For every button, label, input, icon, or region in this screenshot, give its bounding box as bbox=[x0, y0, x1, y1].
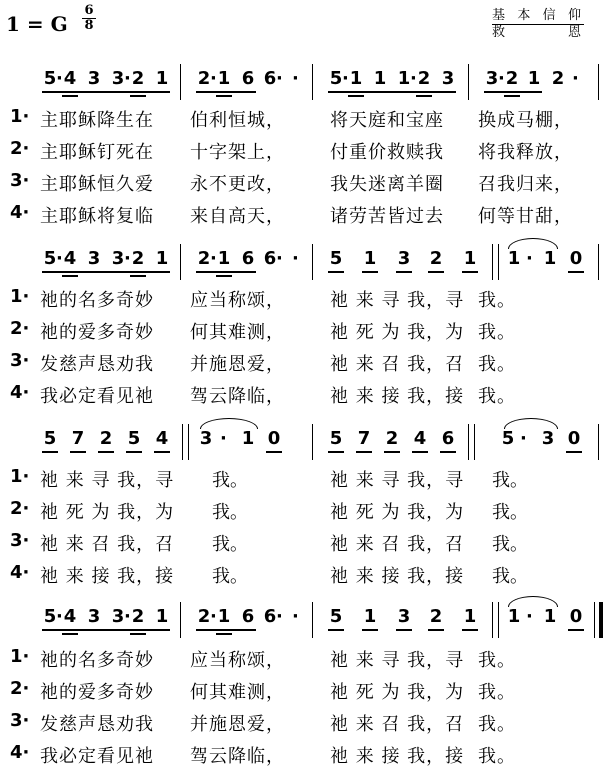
lyric-line bbox=[0, 200, 611, 226]
lyric-segment: 我。 bbox=[492, 502, 528, 523]
note: 0 bbox=[267, 428, 281, 449]
note: 3 bbox=[111, 68, 125, 89]
beam bbox=[266, 451, 282, 453]
note: 1 bbox=[363, 606, 377, 627]
dot: · bbox=[124, 68, 131, 89]
lyric-segment: 何等甘甜， bbox=[478, 206, 573, 227]
dot: · bbox=[276, 68, 283, 89]
note: 5 bbox=[329, 606, 343, 627]
note: 3 bbox=[111, 248, 125, 269]
beam bbox=[62, 275, 78, 277]
verse-number: 2· bbox=[10, 318, 30, 339]
lyric-segment: 我。 bbox=[478, 746, 516, 767]
beam bbox=[568, 271, 584, 273]
barline bbox=[188, 424, 189, 460]
note: 1 bbox=[155, 248, 169, 269]
note: 0 bbox=[567, 428, 581, 449]
notation-row-4 bbox=[0, 602, 611, 642]
note: 2 bbox=[99, 428, 113, 449]
beam bbox=[62, 633, 78, 635]
lyric-line bbox=[0, 676, 611, 702]
final-barline-thin bbox=[594, 602, 595, 638]
lyric-segment: 我。 bbox=[478, 290, 516, 311]
beam bbox=[130, 633, 146, 635]
note: 6 bbox=[263, 606, 277, 627]
note: 1 bbox=[543, 606, 557, 627]
note: 0 bbox=[569, 248, 583, 269]
barline bbox=[180, 244, 181, 280]
lyric-segment: 将天庭和宝座 bbox=[330, 110, 444, 131]
lyric-segment: 我。 bbox=[212, 534, 248, 555]
dot: · bbox=[220, 428, 227, 449]
lyric-segment: 召我归来， bbox=[478, 174, 573, 195]
dot: · bbox=[276, 248, 283, 269]
note: 3 bbox=[485, 68, 499, 89]
beam bbox=[98, 451, 114, 453]
verse-number: 3· bbox=[10, 350, 30, 371]
note: 1 bbox=[155, 606, 169, 627]
lyric-segment: 我失迷离羊圈 bbox=[330, 174, 444, 195]
barline bbox=[492, 602, 493, 638]
note: 1 bbox=[373, 68, 387, 89]
note: 2 bbox=[131, 248, 145, 269]
barline bbox=[598, 424, 599, 460]
note: 6 bbox=[263, 68, 277, 89]
barline bbox=[598, 64, 599, 100]
note: 1 bbox=[363, 248, 377, 269]
lyric-line bbox=[0, 104, 611, 130]
note: 2 bbox=[505, 68, 519, 89]
barline bbox=[492, 244, 493, 280]
note: 2 bbox=[197, 68, 211, 89]
beam bbox=[328, 271, 344, 273]
lyric-segment: 我。 bbox=[492, 534, 528, 555]
lyric-segment: 祂的名多奇妙 bbox=[40, 650, 154, 671]
lyric-line bbox=[0, 740, 611, 766]
lyric-segment: 我。 bbox=[478, 714, 516, 735]
note: 2 bbox=[131, 606, 145, 627]
beam bbox=[566, 451, 582, 453]
beam bbox=[196, 629, 256, 631]
lyric-segment: 祂 死 为 我，为 bbox=[330, 322, 465, 343]
lyric-segment: 我。 bbox=[478, 650, 516, 671]
lyric-segment: 何其难测， bbox=[190, 322, 285, 343]
lyric-segment: 祂 来 寻 我，寻 bbox=[40, 470, 175, 491]
lyric-segment: 我。 bbox=[492, 566, 528, 587]
beam bbox=[440, 451, 456, 453]
barline bbox=[180, 602, 181, 638]
note: 5 bbox=[329, 68, 343, 89]
lyric-segment: 祂 来 寻 我，寻 bbox=[330, 470, 465, 491]
lyric-segment: 祂 来 召 我，召 bbox=[330, 534, 465, 555]
note: 3 bbox=[111, 606, 125, 627]
beam bbox=[216, 633, 232, 635]
beam bbox=[504, 95, 520, 97]
note: 2 bbox=[429, 248, 443, 269]
note: 3 bbox=[397, 606, 411, 627]
note: 1 bbox=[217, 68, 231, 89]
lyric-line bbox=[0, 380, 611, 406]
lyric-segment: 祂 来 召 我，召 bbox=[330, 354, 465, 375]
lyric-line bbox=[0, 560, 611, 586]
beam bbox=[328, 91, 456, 93]
lyric-segment: 主耶稣将复临 bbox=[40, 206, 154, 227]
note: 4 bbox=[413, 428, 427, 449]
note: 1 bbox=[397, 68, 411, 89]
lyric-segment: 永不更改， bbox=[190, 174, 285, 195]
beam bbox=[416, 95, 432, 97]
lyric-segment: 我。 bbox=[478, 386, 516, 407]
lyric-segment: 来自高天， bbox=[190, 206, 285, 227]
beam bbox=[462, 271, 478, 273]
verse-number: 1· bbox=[10, 466, 30, 487]
dot: · bbox=[56, 68, 63, 89]
beam bbox=[62, 95, 78, 97]
lyric-segment: 应当称颂， bbox=[190, 650, 285, 671]
credit-block bbox=[492, 8, 584, 41]
barline bbox=[182, 424, 183, 460]
dot: · bbox=[342, 68, 349, 89]
lyric-segment: 十字架上， bbox=[190, 142, 285, 163]
lyric-segment: 我。 bbox=[212, 566, 248, 587]
beam bbox=[42, 629, 170, 631]
lyric-line bbox=[0, 316, 611, 342]
tune-note: 救 恩 bbox=[492, 25, 584, 40]
beam bbox=[384, 451, 400, 453]
note: 2 bbox=[551, 68, 565, 89]
lyric-segment: 主耶稣降生在 bbox=[40, 110, 154, 131]
note: 2 bbox=[197, 248, 211, 269]
verse-number: 2· bbox=[10, 678, 30, 699]
lyric-segment: 祂 来 召 我，召 bbox=[40, 534, 175, 555]
beam bbox=[216, 275, 232, 277]
note: 3 bbox=[199, 428, 213, 449]
lyric-segment: 祂 死 为 我，为 bbox=[330, 682, 465, 703]
note: 1 bbox=[463, 248, 477, 269]
barline bbox=[312, 602, 313, 638]
note: 3 bbox=[541, 428, 555, 449]
lyric-segment: 我。 bbox=[212, 470, 248, 491]
note: 4 bbox=[63, 248, 77, 269]
note: 4 bbox=[155, 428, 169, 449]
lyric-line bbox=[0, 528, 611, 554]
lyric-segment: 何其难测， bbox=[190, 682, 285, 703]
lyric-segment: 我。 bbox=[478, 682, 516, 703]
lyric-segment: 祂 死 为 我，为 bbox=[330, 502, 465, 523]
barline bbox=[498, 602, 499, 638]
note: 5 bbox=[127, 428, 141, 449]
lyric-segment: 伯利恒城， bbox=[190, 110, 285, 131]
beam bbox=[428, 629, 444, 631]
note: 3 bbox=[87, 68, 101, 89]
notation-row-2 bbox=[0, 244, 611, 284]
lyric-segment: 驾云降临， bbox=[190, 386, 285, 407]
lyric-segment: 祂 来 接 我，接 bbox=[330, 566, 465, 587]
note: 5 bbox=[43, 606, 57, 627]
verse-number: 1· bbox=[10, 106, 30, 127]
lyric-segment: 我。 bbox=[212, 502, 248, 523]
note: 7 bbox=[71, 428, 85, 449]
lyric-segment: 驾云降临， bbox=[190, 746, 285, 767]
beam bbox=[42, 451, 58, 453]
beam bbox=[568, 629, 584, 631]
beam bbox=[412, 451, 428, 453]
barline bbox=[312, 244, 313, 280]
verse-number: 3· bbox=[10, 530, 30, 551]
lyric-segment: 诸劳苦皆过去 bbox=[330, 206, 444, 227]
beam bbox=[42, 91, 170, 93]
note: 1 bbox=[217, 606, 231, 627]
lyric-segment: 祂 死 为 我，为 bbox=[40, 502, 175, 523]
verse-number: 2· bbox=[10, 138, 30, 159]
note: 6 bbox=[241, 68, 255, 89]
lyric-segment: 祂 来 召 我，召 bbox=[330, 714, 465, 735]
beam bbox=[216, 95, 232, 97]
barline bbox=[312, 64, 313, 100]
note: 3 bbox=[87, 248, 101, 269]
dot: · bbox=[410, 68, 417, 89]
note: 6 bbox=[241, 248, 255, 269]
notation-row-3 bbox=[0, 424, 611, 464]
lyric-segment: 祂 来 接 我，接 bbox=[330, 746, 465, 767]
dot: · bbox=[292, 68, 299, 89]
note: 5 bbox=[43, 248, 57, 269]
beam bbox=[130, 275, 146, 277]
dot: · bbox=[210, 248, 217, 269]
dot: · bbox=[276, 606, 283, 627]
barline bbox=[598, 244, 599, 280]
lyric-segment: 祂 来 寻 我，寻 bbox=[330, 650, 465, 671]
lyric-segment: 应当称颂， bbox=[190, 290, 285, 311]
beam bbox=[70, 451, 86, 453]
note: 3 bbox=[441, 68, 455, 89]
verse-number: 3· bbox=[10, 710, 30, 731]
note: 2 bbox=[131, 68, 145, 89]
barline bbox=[498, 244, 499, 280]
note: 3 bbox=[397, 248, 411, 269]
note: 1 bbox=[241, 428, 255, 449]
lyric-line bbox=[0, 168, 611, 194]
lyric-segment: 我必定看见祂 bbox=[40, 746, 154, 767]
beam bbox=[130, 95, 146, 97]
lyric-segment: 并施恩爱， bbox=[190, 714, 285, 735]
lyric-line bbox=[0, 496, 611, 522]
dot: · bbox=[56, 248, 63, 269]
lyric-segment: 祂 来 寻 我，寻 bbox=[330, 290, 465, 311]
verse-number: 2· bbox=[10, 498, 30, 519]
lyric-segment: 祂 来 接 我，接 bbox=[40, 566, 175, 587]
dot: · bbox=[56, 606, 63, 627]
final-barline-thick bbox=[599, 602, 603, 638]
beam bbox=[154, 451, 170, 453]
lyric-segment: 主耶稣恒久爱 bbox=[40, 174, 154, 195]
verse-number: 1· bbox=[10, 286, 30, 307]
lyric-line bbox=[0, 348, 611, 374]
note: 5 bbox=[43, 68, 57, 89]
note: 1 bbox=[155, 68, 169, 89]
beam bbox=[328, 451, 344, 453]
note: 1 bbox=[507, 248, 521, 269]
beam bbox=[348, 95, 364, 97]
note: 5 bbox=[329, 428, 343, 449]
beam bbox=[362, 271, 378, 273]
note: 4 bbox=[63, 606, 77, 627]
beam bbox=[126, 451, 142, 453]
beam bbox=[484, 91, 542, 93]
lyric-line bbox=[0, 464, 611, 490]
dot: · bbox=[572, 68, 579, 89]
beam bbox=[396, 271, 412, 273]
dot: · bbox=[210, 68, 217, 89]
lyric-segment: 我。 bbox=[478, 322, 516, 343]
verse-number: 4· bbox=[10, 382, 30, 403]
lyric-line bbox=[0, 708, 611, 734]
lyric-segment: 祂 来 接 我，接 bbox=[330, 386, 465, 407]
beam bbox=[356, 451, 372, 453]
lyric-segment: 祂的爱多奇妙 bbox=[40, 322, 154, 343]
note: 5 bbox=[501, 428, 515, 449]
lyric-segment: 祂的爱多奇妙 bbox=[40, 682, 154, 703]
note: 6 bbox=[263, 248, 277, 269]
note: 3 bbox=[87, 606, 101, 627]
note: 0 bbox=[569, 606, 583, 627]
verse-number: 4· bbox=[10, 742, 30, 763]
lyric-line bbox=[0, 136, 611, 162]
note: 1 bbox=[543, 248, 557, 269]
barline bbox=[468, 64, 469, 100]
lyric-segment: 我必定看见祂 bbox=[40, 386, 154, 407]
lyric-segment: 主耶稣钉死在 bbox=[40, 142, 154, 163]
dot: · bbox=[124, 248, 131, 269]
notation-row-1 bbox=[0, 64, 611, 104]
dot: · bbox=[210, 606, 217, 627]
note: 5 bbox=[43, 428, 57, 449]
time-signature-bottom: 8 bbox=[82, 18, 96, 33]
note: 2 bbox=[429, 606, 443, 627]
verse-number: 4· bbox=[10, 202, 30, 223]
lyric-line bbox=[0, 644, 611, 670]
verse-number: 3· bbox=[10, 170, 30, 191]
lyric-segment: 将我释放， bbox=[478, 142, 573, 163]
lyric-segment: 发慈声恳劝我 bbox=[40, 714, 154, 735]
note: 1 bbox=[463, 606, 477, 627]
dot: · bbox=[526, 606, 533, 627]
dot: · bbox=[520, 428, 527, 449]
tune-name: 基 本 信 仰 bbox=[492, 8, 584, 23]
beam bbox=[328, 629, 344, 631]
beam bbox=[428, 271, 444, 273]
lyric-segment: 祂的名多奇妙 bbox=[40, 290, 154, 311]
barline bbox=[468, 424, 469, 460]
beam bbox=[462, 629, 478, 631]
note: 1 bbox=[217, 248, 231, 269]
note: 1 bbox=[349, 68, 363, 89]
verse-number: 4· bbox=[10, 562, 30, 583]
beam bbox=[362, 629, 378, 631]
lyric-segment: 我。 bbox=[492, 470, 528, 491]
note: 2 bbox=[417, 68, 431, 89]
dot: · bbox=[498, 68, 505, 89]
dot: · bbox=[124, 606, 131, 627]
lyric-segment: 我。 bbox=[478, 354, 516, 375]
lyric-segment: 发慈声恳劝我 bbox=[40, 354, 154, 375]
barline bbox=[180, 64, 181, 100]
beam bbox=[196, 271, 256, 273]
lyric-segment: 付重价救赎我 bbox=[330, 142, 444, 163]
note: 2 bbox=[197, 606, 211, 627]
note: 1 bbox=[507, 606, 521, 627]
beam bbox=[196, 91, 256, 93]
note: 1 bbox=[527, 68, 541, 89]
note: 5 bbox=[329, 248, 343, 269]
time-signature bbox=[82, 4, 96, 33]
note: 7 bbox=[357, 428, 371, 449]
lyric-segment: 换成马棚， bbox=[478, 110, 573, 131]
dot: · bbox=[526, 248, 533, 269]
beam bbox=[42, 271, 170, 273]
time-signature-top: 6 bbox=[84, 3, 94, 18]
lyric-line bbox=[0, 284, 611, 310]
dot: · bbox=[292, 606, 299, 627]
verse-number: 1· bbox=[10, 646, 30, 667]
beam bbox=[396, 629, 412, 631]
dot: · bbox=[292, 248, 299, 269]
note: 6 bbox=[241, 606, 255, 627]
barline bbox=[312, 424, 313, 460]
note: 4 bbox=[63, 68, 77, 89]
barline bbox=[474, 424, 475, 460]
note: 6 bbox=[441, 428, 455, 449]
key-signature: 1 = G bbox=[6, 12, 68, 36]
note: 2 bbox=[385, 428, 399, 449]
lyric-segment: 并施恩爱， bbox=[190, 354, 285, 375]
